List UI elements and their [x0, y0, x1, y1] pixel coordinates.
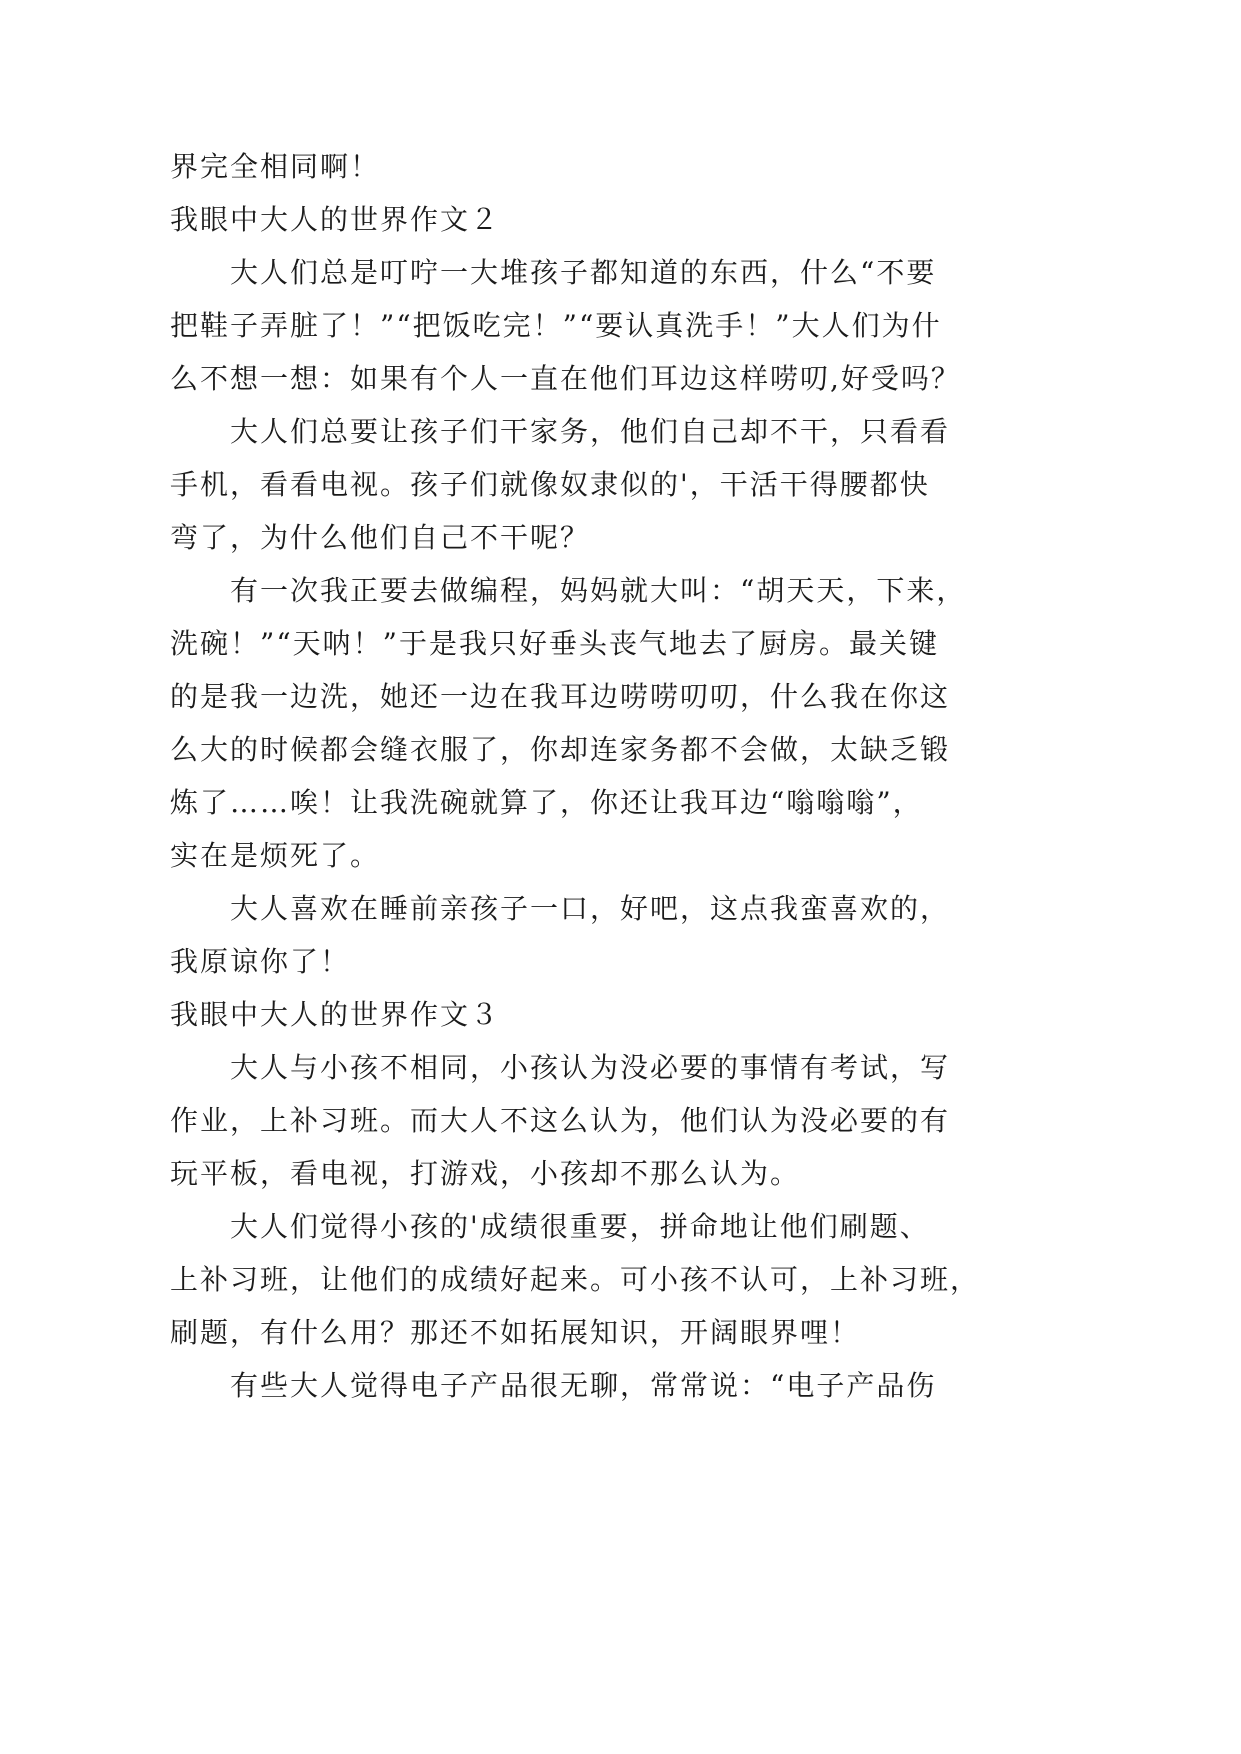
text-line: 大人喜欢在睡前亲孩子一口，好吧，这点我蛮喜欢的， [230, 892, 951, 925]
text-line: 作业，上补习班。而大人不这么认为，他们认为没必要的有 [170, 1104, 951, 1137]
text-line: 我原谅你了！ [170, 945, 351, 978]
text-line: 大人们总要让孩子们干家务，他们自己却不干，只看看 [230, 415, 951, 448]
text-line: 么不想一想：如果有个人一直在他们耳边这样唠叨,好受吗？ [170, 362, 961, 395]
essay-title-3: 我眼中大人的世界作文３ [170, 998, 501, 1031]
text-line: 的是我一边洗，她还一边在我耳边唠唠叨叨，什么我在你这 [170, 680, 951, 713]
text-line: 玩平板，看电视，打游戏，小孩却不那么认为。 [170, 1157, 801, 1190]
document-body [170, 140, 981, 1412]
text-line: 炼了……唉！让我洗碗就算了，你还让我耳边“嗡嗡嗡”， [170, 786, 923, 819]
text-line: 把鞋子弄脏了！”“把饭吃完！”“要认真洗手！”大人们为什 [170, 309, 942, 342]
text-line: 有些大人觉得电子产品很无聊，常常说：“电子产品伤 [230, 1369, 937, 1402]
text-line: 么大的时候都会缝衣服了，你却连家务都不会做，太缺乏锻 [170, 733, 951, 766]
text-line: 手机，看看电视。孩子们就像奴隶似的'，干活干得腰都快 [170, 468, 930, 501]
text-line: 界完全相同啊！ [170, 150, 381, 183]
text-line: 大人们觉得小孩的'成绩很重要，拼命地让他们刷题、 [230, 1210, 930, 1243]
text-line: 实在是烦死了。 [170, 839, 381, 872]
text-line: 上补习班，让他们的成绩好起来。可小孩不认可，上补习班， [170, 1263, 981, 1296]
text-line: 弯了，为什么他们自己不干呢？ [170, 521, 591, 554]
text-line: 洗碗！”“天呐！”于是我只好垂头丧气地去了厨房。最关键 [170, 627, 939, 660]
text-line: 有一次我正要去做编程，妈妈就大叫：“胡天天，下来， [230, 574, 967, 607]
text-line: 大人们总是叮咛一大堆孩子都知道的东西，什么“不要 [230, 256, 937, 289]
text-line: 大人与小孩不相同，小孩认为没必要的事情有考试，写 [230, 1051, 951, 1084]
essay-title-2: 我眼中大人的世界作文２ [170, 203, 501, 236]
text-line: 刷题，有什么用？那还不如拓展知识，开阔眼界哩！ [170, 1316, 861, 1349]
